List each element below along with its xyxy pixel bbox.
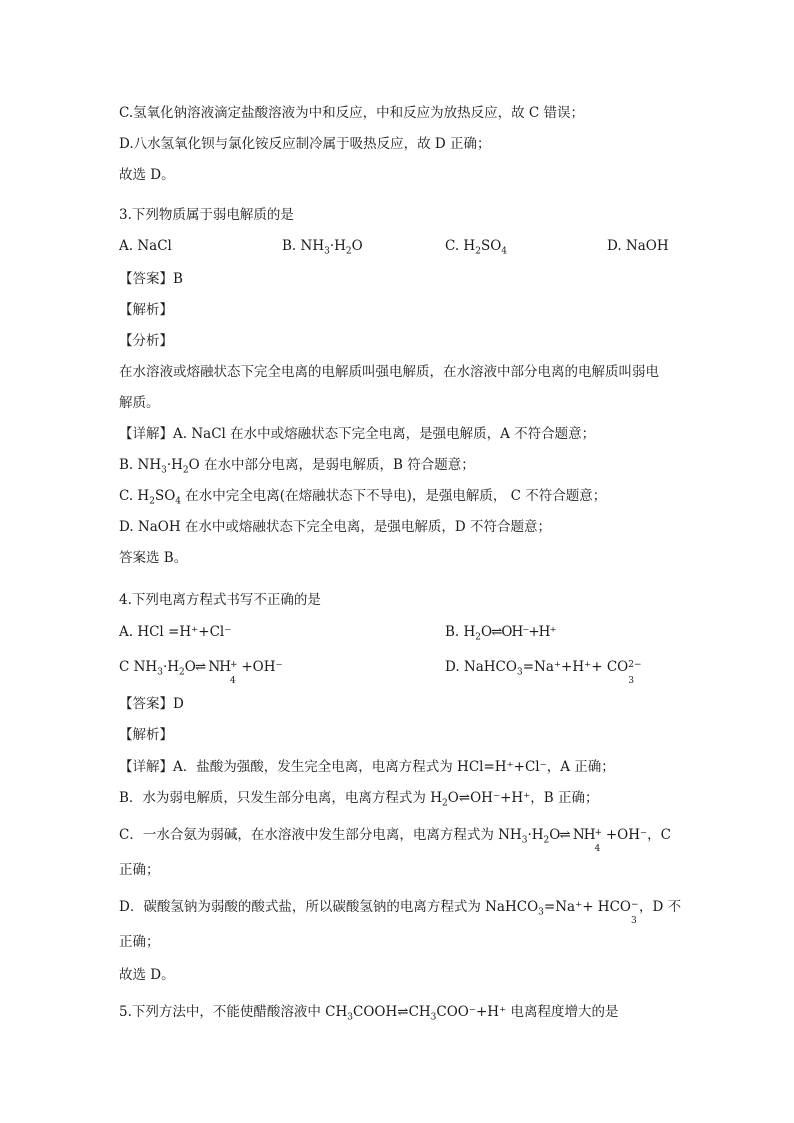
q4-stem: 4.下列电离方程式书写不正确的是: [119, 592, 321, 608]
q4-analysis-heading: 【解析】: [119, 727, 173, 743]
q4-option-c: C $NH_3\cdot H_2O\rightleftharpoons$ NH + 4 +OH⁻: [119, 659, 283, 686]
q3-option-a: A. NaCl: [119, 238, 172, 254]
q3-option-b: B. $NH_3\cdot H_2O$: [282, 238, 363, 257]
q2-option-c-explanation: C.氢氧化钠溶液滴定盐酸溶液为中和反应，中和反应为放热反应，故 C 错误；: [119, 105, 585, 121]
q3-detail-a: 【详解】A. NaCl 在水中或熔融状态下完全电离，是强电解质，A 不符合题意；: [119, 426, 596, 442]
q4-option-d: D. NaHCO$_3$=Na⁺+H⁺+ CO 2− 3: [445, 659, 642, 686]
q4-detail-c-continued: 正确；: [119, 862, 160, 878]
q4-detail-d-continued: 正确；: [119, 934, 160, 950]
q3-detail-c: C. $H_2SO_4$ 在水中完全电离(在熔融状态下不导电)，是强电解质， C 不符合题意；: [119, 488, 607, 507]
q4-answer: 【答案】D: [119, 696, 184, 712]
q3-stem: 3.下列物质属于弱电解质的是: [119, 207, 294, 223]
q4-detail-b: B．水为弱电解质，只发生部分电离，电离方程式为 $H_2O\rightleftharpoons OH^-+H^+$，B 正确；: [119, 790, 599, 809]
q3-answer: 【答案】B: [119, 271, 183, 287]
q3-fenxi-text-2: 解质。: [119, 395, 160, 411]
q3-option-c: C. $H_2SO_4$: [445, 238, 508, 257]
q3-detail-d: D. NaOH 在水中或熔融状态下完全电离，是强电解质，D 不符合题意；: [119, 519, 552, 535]
q4-detail-a: 【详解】A．盐酸为强酸，发生完全电离，电离方程式为 HCl=H⁺+Cl⁻，A 正确；: [119, 759, 615, 775]
q2-conclusion: 故选 D。: [119, 167, 175, 183]
q3-fenxi-text-1: 在水溶液或熔融状态下完全电离的电解质叫强电解质，在水溶液中部分电离的电解质叫弱电: [119, 364, 659, 380]
q4-detail-d: D．碳酸氢钠为弱酸的酸式盐，所以碳酸氢钠的电离方程式为 NaHCO$_3$=Na⁺+ HCO − 3 ，D 不: [119, 899, 682, 926]
q4-detail-c: C．一水合氨为弱碱，在水溶液中发生部分电离，电离方程式为 $NH_3\cdot H_2O\rightleftharpoons$ NH + 4 +OH⁻，C: [119, 827, 671, 854]
q4-option-b: B. $H_2O\rightleftharpoons OH^-+H^+$: [445, 624, 556, 643]
q3-fenxi-heading: 【分析】: [119, 333, 173, 349]
q4-conclusion: 故选 D。: [119, 967, 175, 983]
q3-option-d: D. NaOH: [607, 238, 669, 254]
q3-analysis-heading: 【解析】: [119, 302, 173, 318]
q3-detail-b: B. $NH_3\cdot H_2O$ 在水中部分电离，是弱电解质，B 符合题意；: [119, 457, 475, 476]
q3-conclusion: 答案选 B。: [119, 550, 188, 566]
q4-option-a: A. HCl =H⁺+Cl⁻: [119, 624, 232, 640]
q2-option-d-explanation: D.八水氢氧化钡与氯化铵反应制冷属于吸热反应，故 D 正确；: [119, 136, 491, 152]
q5-stem: 5.下列方法中，不能使醋酸溶液中 $CH_3COOH\rightleftharpoons CH_3COO^-+H^+$ 电离程度增大的是: [119, 1004, 619, 1023]
